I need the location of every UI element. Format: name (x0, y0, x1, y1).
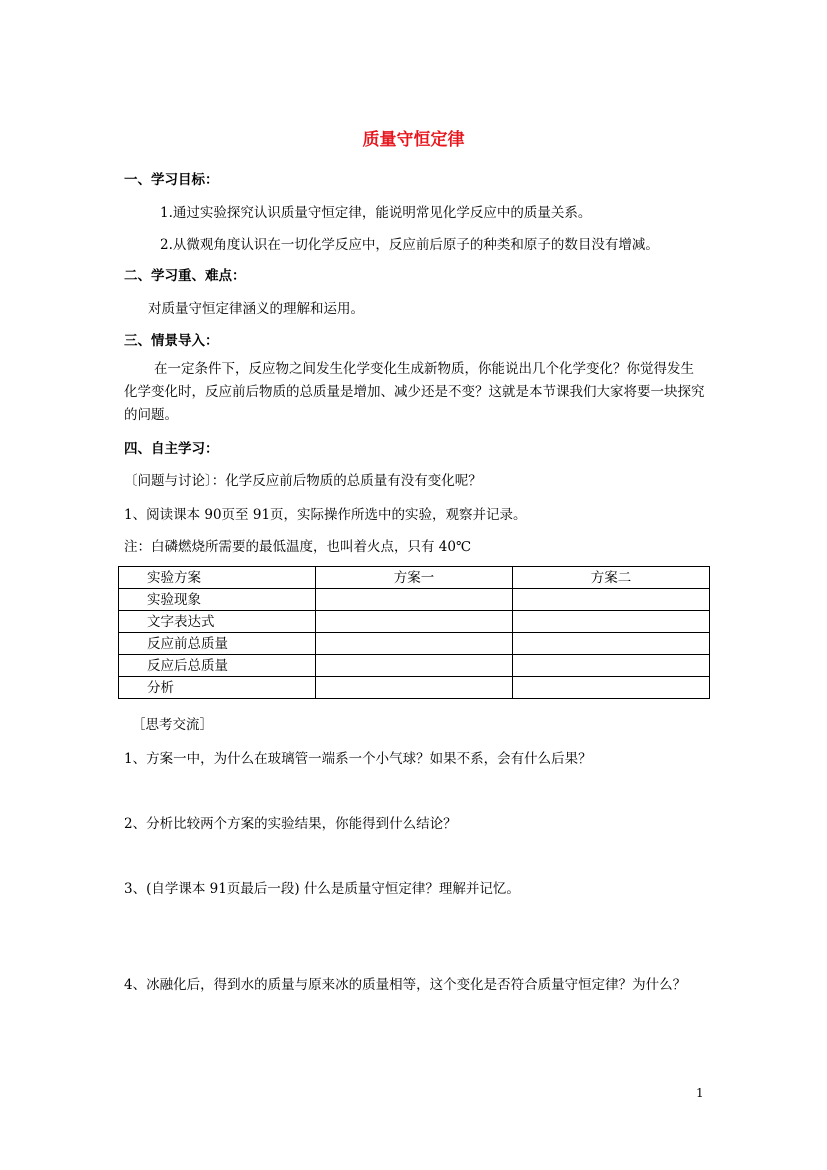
table-cell (513, 611, 710, 633)
table-cell (316, 633, 513, 655)
table-row-label: 文字表达式 (119, 611, 316, 633)
goals-heading: 一、学习目标： (124, 172, 219, 188)
table-cell (316, 655, 513, 677)
reflection-heading: ［思考交流］ (132, 717, 213, 733)
table-cell (513, 677, 710, 699)
table-cell (316, 611, 513, 633)
table-row-label: 分析 (119, 677, 316, 699)
table-cell (513, 633, 710, 655)
table-row-label: 反应后总质量 (119, 655, 316, 677)
table-row (119, 589, 710, 611)
table-cell (513, 655, 710, 677)
table-row (119, 633, 710, 655)
table-cell (513, 589, 710, 611)
question-2: 2、分析比较两个方案的实验结果，你能得到什么结论？ (124, 816, 457, 832)
ignition-note: 注：白磷燃烧所需要的最低温度，也叫着火点，只有 40℃ (124, 539, 472, 555)
table-row (119, 611, 710, 633)
page-number: 1 (696, 1086, 704, 1100)
table-cell (316, 589, 513, 611)
page-title: 质量守恒定律 (362, 130, 465, 150)
question-3: 3、(自学课本 91页最后一段) 什么是质量守恒定律？理解并记忆。 (124, 881, 520, 897)
key-points-heading: 二、学习重、难点： (124, 268, 246, 284)
table-header-cell: 实验方案 (119, 567, 316, 589)
table-row-label: 反应前总质量 (119, 633, 316, 655)
intro-paragraph: 在一定条件下，反应物之间发生化学变化生成新物质，你能说出几个化学变化？你觉得发生化学变化时，反应前后物质的总质量是增加、减少还是不变？这就是本节课我们大家将要一块探究的问题。 (124, 361, 705, 423)
goal-item-2: 2.从微观角度认识在一切化学反应中，反应前后原子的种类和原子的数目没有增减。 (160, 237, 659, 253)
question-1: 1、方案一中，为什么在玻璃管一端系一个小气球？如果不系，会有什么后果？ (124, 751, 592, 767)
table-row (119, 677, 710, 699)
intro-heading: 三、情景导入： (124, 333, 219, 349)
key-points-text: 对质量守恒定律涵义的理解和运用。 (148, 301, 364, 317)
discussion-prompt: 〔问题与讨论〕：化学反应前后物质的总质量有没有变化呢？ (124, 473, 482, 489)
goal-item-1: 1.通过实验探究认识质量守恒定律，能说明常见化学反应中的质量关系。 (160, 205, 592, 221)
table-row-label: 实验现象 (119, 589, 316, 611)
table-cell (316, 677, 513, 699)
table-row (119, 655, 710, 677)
self-study-heading: 四、自主学习： (124, 441, 219, 457)
question-4: 4、冰融化后，得到水的质量与原来冰的质量相等，这个变化是否符合质量守恒定律？为什么？ (124, 977, 687, 993)
table-header-cell: 方案一 (316, 567, 513, 589)
table-header-cell: 方案二 (513, 567, 710, 589)
reading-task: 1、阅读课本 90页至 91页，实际操作所选中的实验，观察并记录。 (124, 507, 527, 523)
table-header-row (119, 567, 710, 589)
experiment-table (118, 566, 710, 699)
